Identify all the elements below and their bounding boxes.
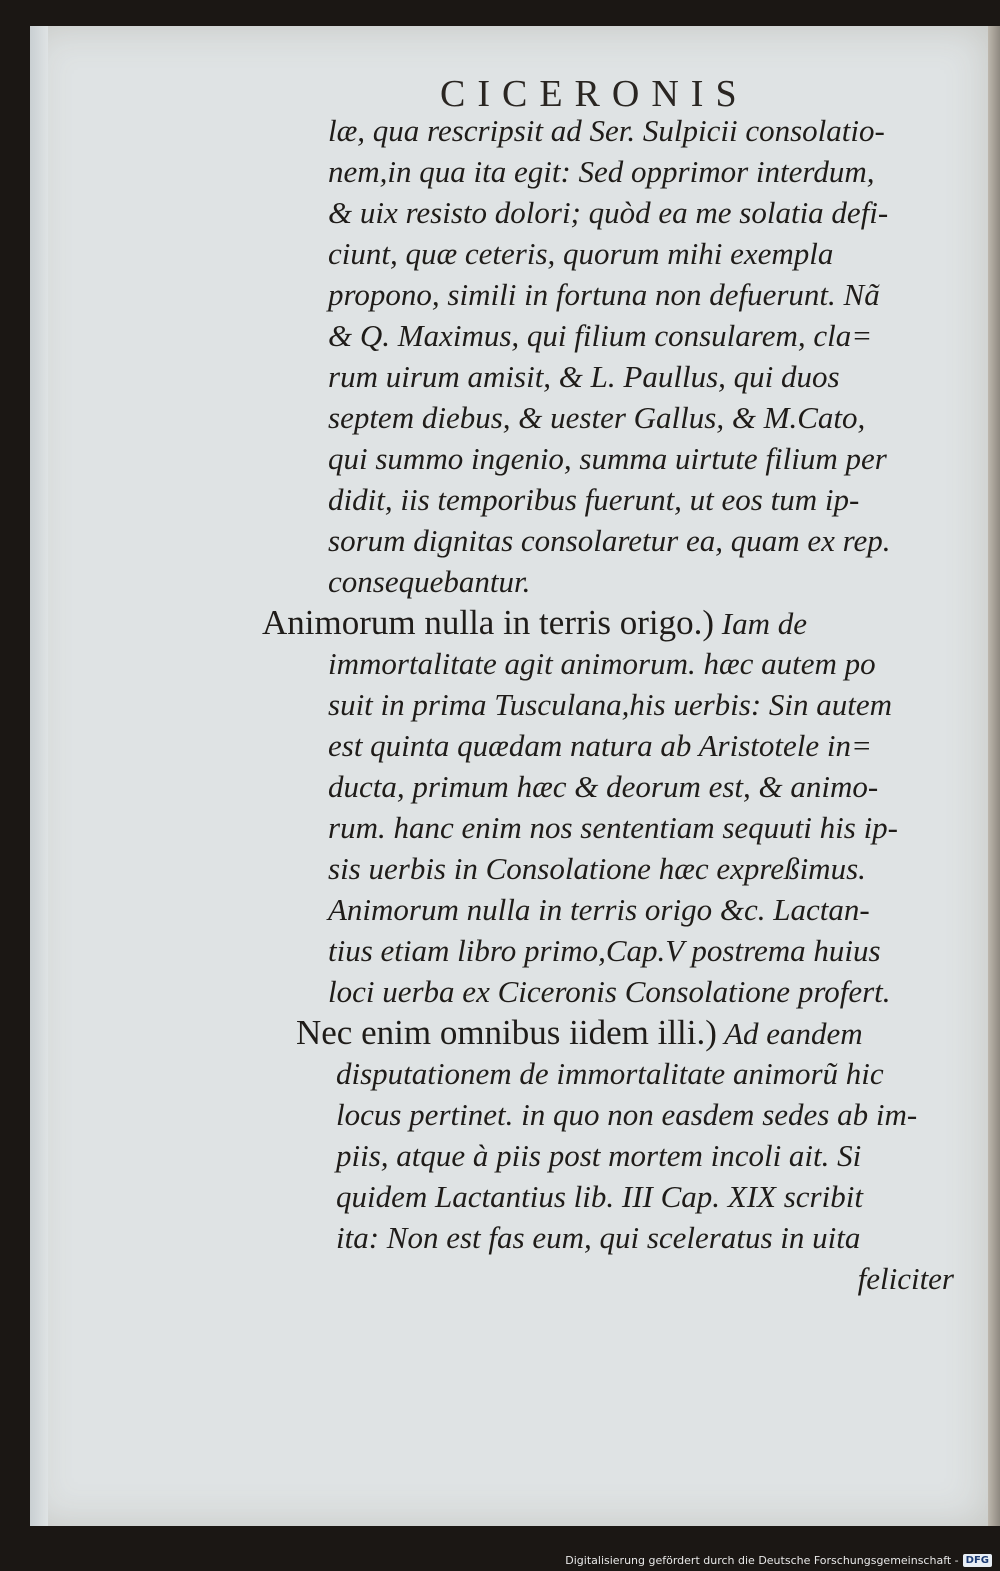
text-line: loci uerba ex Ciceronis Consolatione profert.: [328, 974, 891, 1009]
text-line: piis, atque à piis post mortem incoli ait. Si: [336, 1138, 862, 1173]
text-line: quidem Lactantius lib. III Cap. XIX scribit: [336, 1179, 863, 1214]
page-edge: [988, 26, 1000, 1526]
dfg-logo: DFG: [963, 1554, 992, 1567]
text-line: rum uirum amisit, & L. Paullus, qui duos: [328, 359, 840, 394]
text-line: disputationem de immortalitate animorũ hic: [336, 1056, 884, 1091]
text-line: Animorum nulla in terris origo &c. Lactan-: [328, 892, 870, 927]
lemma-line: [262, 602, 962, 643]
lemma-line: [262, 1012, 962, 1053]
text-line: propono, simili in fortuna non defuerunt. Nã: [328, 277, 880, 312]
text-line: didit, iis temporibus fuerunt, ut eos tum ip-: [328, 482, 860, 517]
lemma-text: Ad eandem: [716, 1016, 863, 1051]
text-line: tius etiam libro primo,Cap.V postrema huius: [328, 933, 881, 968]
text-line: rum. hanc enim nos sententiam sequuti his ip-: [328, 810, 899, 845]
text-line: est quinta quædam natura ab Aristotele in=: [328, 728, 872, 763]
text-line: immortalitate agit animorum. hæc autem po: [328, 646, 876, 681]
text-line: suit in prima Tusculana,his uerbis: Sin autem: [328, 687, 893, 722]
digitization-credit: [565, 1554, 992, 1567]
text-line: sis uerbis in Consolatione hæc expreßimus.: [328, 851, 866, 886]
text-line: consequebantur.: [328, 564, 531, 599]
catchword: feliciter: [857, 1261, 954, 1296]
text-line: locus pertinet. in quo non easdem sedes ab im-: [336, 1097, 918, 1132]
lemma-text: Iam de: [714, 606, 807, 641]
text-line: ducta, primum hæc & deorum est, & animo-: [328, 769, 879, 804]
lemma-heading: Animorum nulla in terris origo.): [262, 603, 715, 642]
text-line: ciunt, quæ ceteris, quorum mihi exempla: [328, 236, 834, 271]
text-line: qui summo ingenio, summa uirtute filium per: [328, 441, 887, 476]
text-line: ita: Non est fas eum, qui sceleratus in uita: [336, 1220, 861, 1255]
text-line: & Q. Maximus, qui filium consularem, cla=: [328, 318, 873, 353]
text-line: septem diebus, & uester Gallus, & M.Cato,: [328, 400, 866, 435]
lemma-heading: Nec enim omnibus iidem illi.): [296, 1013, 717, 1052]
text-line: læ, qua rescripsit ad Ser. Sulpicii consolatio-: [328, 113, 885, 148]
text-line: nem,in qua ita egit: Sed opprimor interdum,: [328, 154, 875, 189]
text-line: & uix resisto dolori; quòd ea me solatia defi-: [328, 195, 889, 230]
text-line: sorum dignitas consolaretur ea, quam ex rep.: [328, 523, 891, 558]
credit-text: Digitalisierung gefördert durch die Deutsche Forschungsgemeinschaft -: [565, 1554, 959, 1567]
page-text: [262, 110, 962, 1299]
running-head: CICERONIS: [440, 73, 749, 115]
page-gutter: [30, 26, 48, 1526]
